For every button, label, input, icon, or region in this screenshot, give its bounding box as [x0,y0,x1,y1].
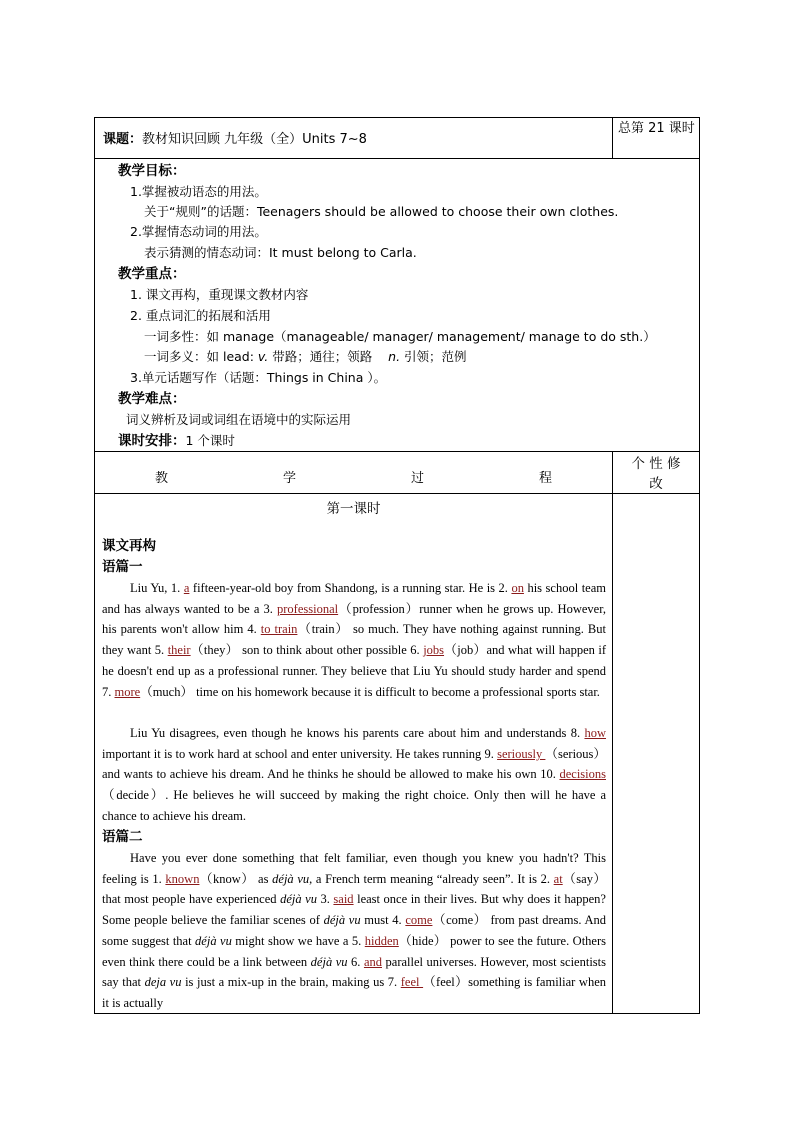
answer-p2-5: hidden [364,933,399,948]
lead-verb-meaning: 带路；通往；领路 [268,349,373,364]
topic-title [103,131,367,148]
lesson-title: 第一课时 [326,501,381,517]
answer-p1-2: on [511,581,524,595]
process-header-cell [94,451,613,494]
objectives-cell [94,158,700,452]
answer-p1-8: how [584,726,606,740]
key-point-2: 2. 重点词汇的拓展和活用 [130,308,271,323]
key-point-3: 3.单元话题写作（话题：Things in China ）。 [130,370,387,385]
schedule-label: 课时安排： [118,433,186,449]
answer-p2-2: at [553,871,563,886]
objective-2-example: 表示猜测的情态动词：It must belong to Carla. [144,245,417,260]
answer-p1-4: to train [260,622,298,637]
answer-p1-6: jobs [423,643,445,658]
answer-p2-6: and [363,954,382,969]
passage-2-title: 语篇二 [102,829,143,845]
objective-1: 1.掌握被动语态的用法。 [130,184,267,199]
answer-p1-7: more [114,684,141,699]
schedule-value: 1 个课时 [185,433,235,448]
answer-p1-10: decisions [559,767,606,782]
answer-p2-3: said [333,892,354,907]
section-title: 课文再构 [102,538,156,554]
difficulty-1: 词义辨析及词或词组在语境中的实际运用 [126,412,352,427]
answer-p2-1: known [165,871,200,886]
lead-pos-verb: v. [257,349,269,364]
answer-p2-4: come [405,913,433,928]
topic-text: 教材知识回顾 九年级（全）Units 7~8 [142,132,367,147]
revision-header-line-2: 改 [649,476,663,492]
process-header-char-2: 学 [283,471,297,486]
objective-2: 2.掌握情态动词的用法。 [130,224,267,239]
passage-1-para-2: Liu Yu disagrees, even though he knows his parents care about him and understands 8. how important it is to work hard at school and enter university. He takes running 9. seriously （serious） and wants to achieve his dream. And he thinks he should be allowed to make his own 10. decisions （decide）. He believes he will succeed by making the right choice. Only then will he have a chance to achieve his dream. [102,726,606,823]
key-point-manage: 一词多性：如 manage（manageable/ manager/ management/ manage to do sth.） [144,329,656,344]
process-header-char-4: 程 [539,471,553,486]
lead-pos-noun: n. [388,349,401,364]
revision-header [613,454,699,494]
answer-p1-9: seriously [497,746,546,761]
answer-p1-3: professional [277,601,339,616]
lead-prefix: 一词多义：如 lead: [144,349,258,364]
key-point-1: 1. 课文再构，重现课文教材内容 [130,287,309,302]
topic-label: 课题： [103,132,143,147]
answer-p2-7: feel [400,975,424,990]
revision-header-line-1: 个 性 修 [631,456,681,472]
passage-2-para-1: Have you ever done something that felt familiar, even though you knew you hadn't? This feeling is 1. known（know） as déjà vu, a French term meaning “already seen”. It is 2. at（say） that most people have experienced déjà vu 3. said least once in their lives. But why does it happen? Some people believe the familiar scenes of déjà vu must 4. come（come） from past dreams. And some suggest that déjà vu might show we have a 5. hidden（hide） power to see the future. Others even think there could be a link between déjà vu 6. and parallel universes. However, most scientists say that deja vu is just a mix-up in the brain, making us 7. feel （feel）something is familiar when it is actually [102,851,607,1010]
process-header-char-3: 过 [411,471,425,486]
key-points-title: 教学重点： [118,266,186,282]
key-point-lead [144,349,467,365]
revision-body-cell [612,493,700,1014]
process-header-char-1: 教 [155,471,169,486]
schedule [118,433,235,449]
lesson-total: 总第 21 课时 [618,121,695,136]
answer-p1-1: a [183,581,190,595]
lead-noun-meaning: 引领；范例 [400,349,467,364]
answer-p1-5: their [167,643,191,658]
objective-1-topic: 关于“规则”的话题：Teenagers should be allowed to choose their own clothes. [144,204,619,219]
passage-1-title: 语篇一 [102,559,143,575]
difficulties-title: 教学难点： [118,391,186,407]
passage-1-para-1: Liu Yu, 1. a fifteen-year-old boy from Shandong, is a running star. He is 2. on his school team and has always wanted to be a 3. professional（profession）runner when he grows up. However, his parents won't allow him 4. to train（train） so much. They have nothing against running. But they want 5. their（they） son to think about other possible 6. jobs（job）and what will happen if he doesn't end up as a professional runner. They believe that Liu Yu should study harder and spend 7. more（much） time on his homework because it is difficult to become a professional sports star. [102,581,607,699]
objectives-title: 教学目标： [118,163,186,179]
